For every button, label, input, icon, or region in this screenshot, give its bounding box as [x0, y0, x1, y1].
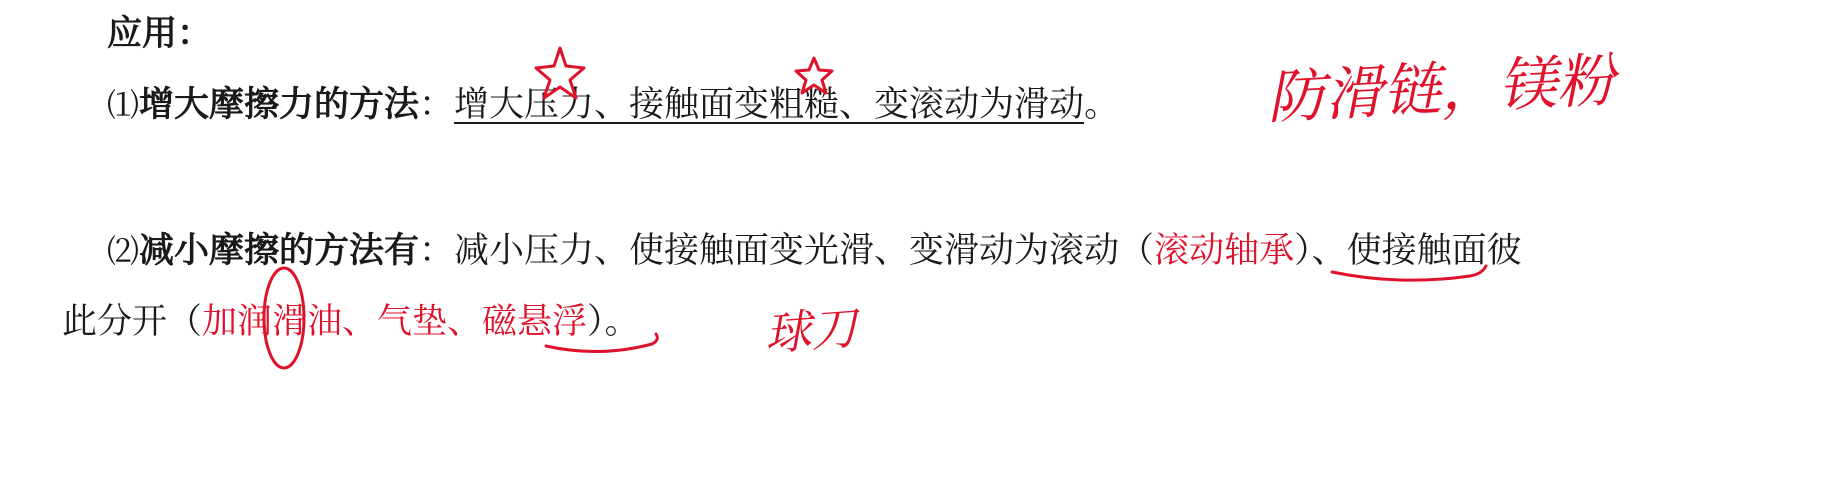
item-1-title: 增大摩擦力的方法	[139, 85, 420, 125]
item-2-text-a: 减小压力、使接触面变光滑、变滑动为滚动（	[454, 231, 1155, 271]
item-2-title: 减小摩擦的方法有	[139, 231, 420, 271]
handwritten-note-2: 球刀	[763, 300, 859, 361]
item-2-number: ⑵	[107, 232, 140, 270]
item-1-end: 。	[1084, 85, 1120, 125]
item-2-line-1	[107, 229, 1522, 273]
item-2-red-bearing: 滚动轴承	[1154, 231, 1295, 271]
heading: 应用：	[107, 14, 213, 54]
item-2-red-maglev: 磁悬浮	[482, 302, 588, 342]
item-2-colon: ：	[419, 231, 455, 271]
item-2-text-c: 此分开（	[62, 302, 203, 342]
item-1-content: 增大压力、接触面变粗糙、变滚动为滑动	[454, 85, 1085, 125]
item-2-text-d: ）。	[587, 302, 640, 342]
item-1-number: ⑴	[107, 86, 140, 124]
item-2-text-b: ）、使接触面彼	[1294, 231, 1522, 271]
handwritten-note-1: 防滑链，镁粉	[1265, 45, 1617, 132]
item-1-colon: ：	[419, 85, 455, 125]
item-2-line-2	[62, 300, 640, 344]
item-2-red-lubricant: 加润滑油、气垫、	[202, 302, 483, 342]
item-1-line	[107, 83, 1119, 127]
